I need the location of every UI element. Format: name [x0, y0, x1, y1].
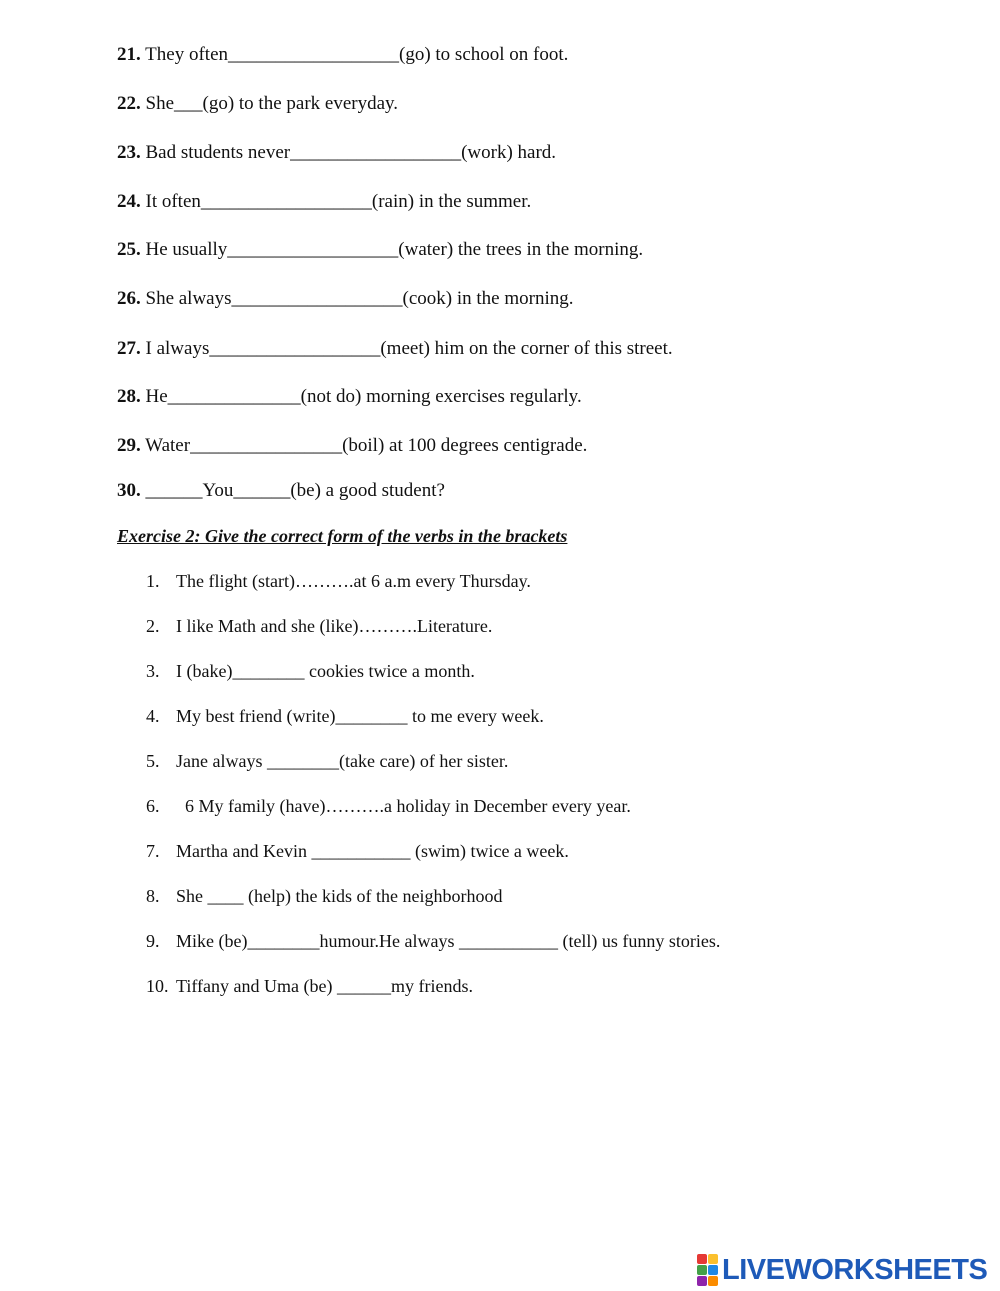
exercise-item: 30. ______You______(be) a good student? — [117, 480, 445, 501]
logo-mark-icon — [697, 1254, 718, 1286]
logo-tile — [708, 1276, 718, 1286]
exercise-item: 27. I always__________________(meet) him on the corner of this street. — [117, 338, 673, 359]
answer-blank[interactable]: ___ — [174, 93, 203, 114]
answer-blank[interactable]: __________________ — [227, 239, 399, 260]
answer-blank[interactable]: __________________ — [228, 44, 399, 65]
logo-tile — [697, 1254, 707, 1264]
answer-blank[interactable]: ______________ — [167, 386, 301, 407]
exercise-item: 25. He usually__________________(water) the trees in the morning. — [117, 239, 644, 260]
exercise-item: 23. Bad students never__________________(work) hard. — [117, 142, 557, 163]
answer-blank[interactable]: ______ — [145, 480, 203, 501]
exercise-item: 22. She___(go) to the park everyday. — [117, 93, 399, 114]
exercise-item: 21. They often__________________(go) to school on foot. — [117, 44, 569, 65]
answer-blank[interactable]: __________________ — [200, 191, 372, 212]
answer-blank[interactable]: ________________ — [190, 435, 343, 456]
exercise-item: 28. He______________(not do) morning exercises regularly. — [117, 386, 582, 407]
answer-blank[interactable]: __________________ — [231, 288, 403, 309]
logo-tile — [708, 1254, 718, 1264]
answer-blank[interactable]: __________________ — [209, 338, 381, 359]
liveworksheets-logo — [697, 1255, 987, 1285]
exercise-item: 26. She always__________________(cook) in the morning. — [117, 288, 574, 309]
exercise-item: 24. It often__________________(rain) in the summer. — [117, 191, 532, 212]
exercise-item: 29. Water________________(boil) at 100 degrees centigrade. — [117, 435, 588, 456]
logo-text: LIVEWORKSHEETS — [722, 1253, 988, 1286]
logo-tile — [708, 1265, 718, 1275]
logo-tile — [697, 1265, 707, 1275]
answer-blank[interactable]: __________________ — [290, 142, 462, 163]
logo-tile — [697, 1276, 707, 1286]
exercise-2-title: Exercise 2: Give the correct form of the verbs in the brackets — [117, 526, 568, 546]
